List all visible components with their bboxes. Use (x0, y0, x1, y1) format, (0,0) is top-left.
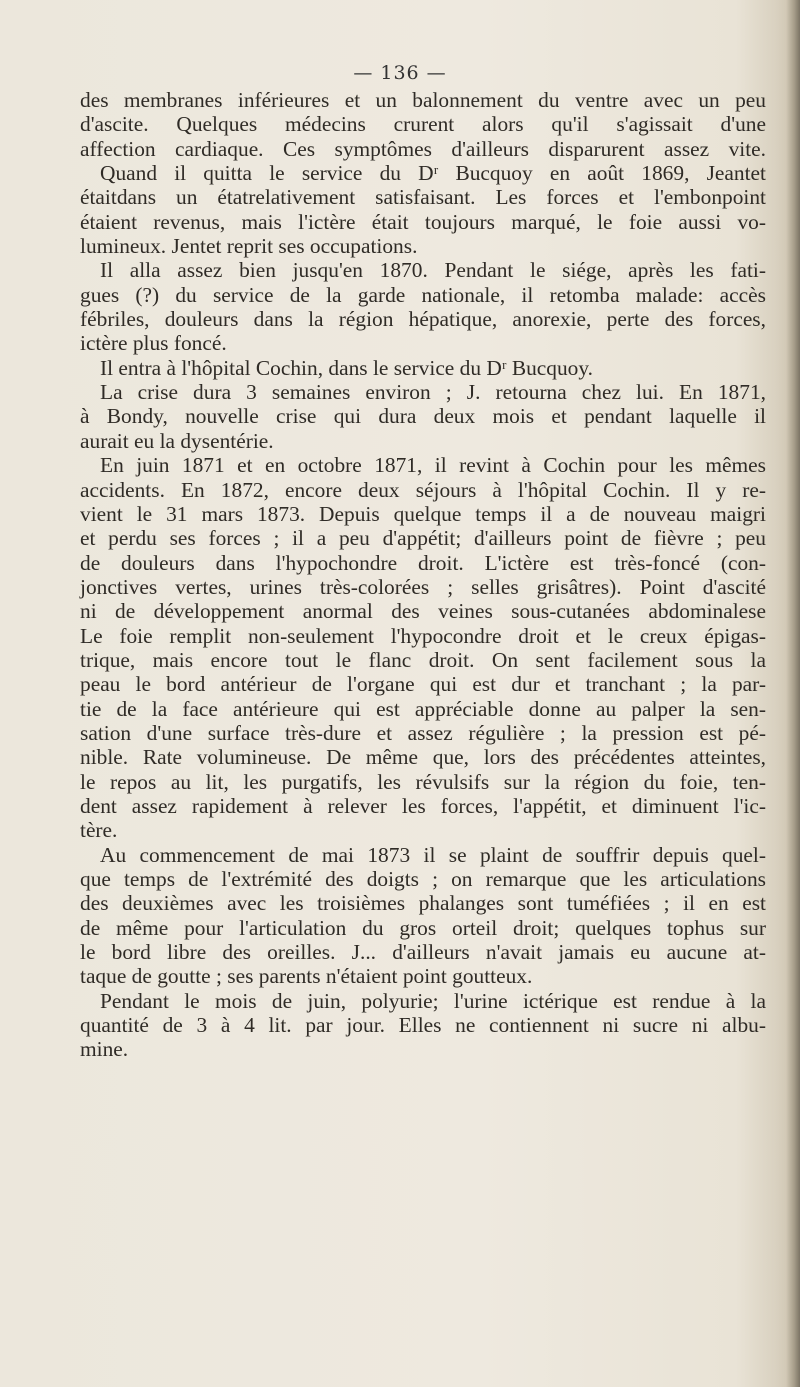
text-line: de même pour l'articulation du gros orteil droit; quelques tophus sur (80, 915, 766, 940)
text-line: aurait eu la dysentérie. (80, 428, 274, 453)
text-line: mine. (80, 1037, 129, 1062)
text-line: d'ascite. Quelques médecins crurent alors qu'il s'agissait d'une (80, 112, 766, 137)
text-line: gues (?) du service de la garde nationale, il retomba malade: accès (80, 282, 766, 307)
text-line: des deuxièmes avec les troisièmes phalanges sont tuméfiées ; il en est (80, 891, 766, 916)
text-line: accidents. En 1872, encore deux séjours à l'hôpital Cochin. Il y re- (80, 477, 766, 502)
text-line: le bord libre des oreilles. J... d'ailleurs n'avait jamais eu aucune at- (80, 940, 766, 965)
text-line: à Bondy, nouvelle crise qui dura deux mois et pendant laquelle il (80, 404, 766, 429)
text-line: tère. (80, 818, 118, 843)
text-line: Pendant le mois de juin, polyurie; l'urine ictérique est rendue à la (100, 988, 766, 1013)
text-line: le repos au lit, les purgatifs, les révulsifs sur la région du foie, ten- (80, 769, 766, 794)
text-line: Il alla assez bien jusqu'en 1870. Pendant le siége, après les fati- (100, 258, 766, 283)
text-line: jonctives vertes, urines très-colorées ; selles grisâtres). Point d'ascité (80, 574, 766, 599)
text-line: taque de goutte ; ses parents n'étaient point goutteux. (80, 964, 533, 989)
text-line: affection cardiaque. Ces symptômes d'ailleurs disparurent assez vite. (80, 136, 766, 161)
text-line: peau le bord antérieur de l'organe qui est dur et tranchant ; la par- (80, 672, 766, 697)
text-line: ictère plus foncé. (80, 331, 227, 356)
text-line: de douleurs dans l'hypochondre droit. L'ictère est très-foncé (con- (80, 550, 766, 575)
text-line: que temps de l'extrémité des doigts ; on remarque que les articulations (80, 867, 766, 891)
text-line: fébriles, douleurs dans la région hépatique, anorexie, perte des forces, (80, 307, 766, 332)
text-line: dent assez rapidement à relever les forces, l'appétit, et diminuent l'ic- (80, 793, 766, 818)
text-line: La crise dura 3 semaines environ ; J. retourna chez lui. En 1871, (100, 380, 766, 405)
text-line: En juin 1871 et en octobre 1871, il revint à Cochin pour les mêmes (100, 453, 766, 478)
text-line: des membranes inférieures et un balonnement du ventre avec un peu (80, 88, 766, 112)
text-line: nible. Rate volumineuse. De même que, lors des précédentes atteintes, (80, 745, 766, 770)
body-text (80, 88, 766, 1062)
page-binding-edge (786, 0, 800, 1387)
text-line: sation d'une surface très-dure et assez régulière ; la pression est pé- (80, 720, 766, 745)
text-line: vient le 31 mars 1873. Depuis quelque temps il a de nouveau maigri (80, 501, 766, 526)
page-number: — 136 — (353, 62, 447, 84)
text-line: lumineux. Jentet reprit ses occupations. (80, 234, 418, 259)
text-line: quantité de 3 à 4 lit. par jour. Elles ne contiennent ni sucre ni albu- (80, 1013, 766, 1038)
text-line: tie de la face antérieure qui est appréciable donne au palper la sen- (80, 696, 766, 721)
text-line: étaient revenus, mais l'ictère était toujours marqué, le foie aussi vo- (80, 209, 766, 234)
text-line: Il entra à l'hôpital Cochin, dans le service du Dʳ Bucquoy. (100, 355, 594, 380)
text-line: Le foie remplit non-seulement l'hypocondre droit et le creux épigas- (80, 623, 766, 648)
text-line: étaitdans un étatrelativement satisfaisant. Les forces et l'embonpoint (80, 185, 766, 210)
text-line: et perdu ses forces ; il a peu d'appétit; d'ailleurs point de fièvre ; peu (80, 526, 766, 551)
text-line: Au commencement de mai 1873 il se plaint de souffrir depuis quel- (100, 842, 766, 867)
text-line: ni de développement anormal des veines sous-cutanées abdominalese (80, 599, 766, 624)
text-line: trique, mais encore tout le flanc droit. On sent facilement sous la (80, 647, 766, 672)
text-line: Quand il quitta le service du Dʳ Bucquoy en août 1869, Jeantet (100, 161, 766, 186)
